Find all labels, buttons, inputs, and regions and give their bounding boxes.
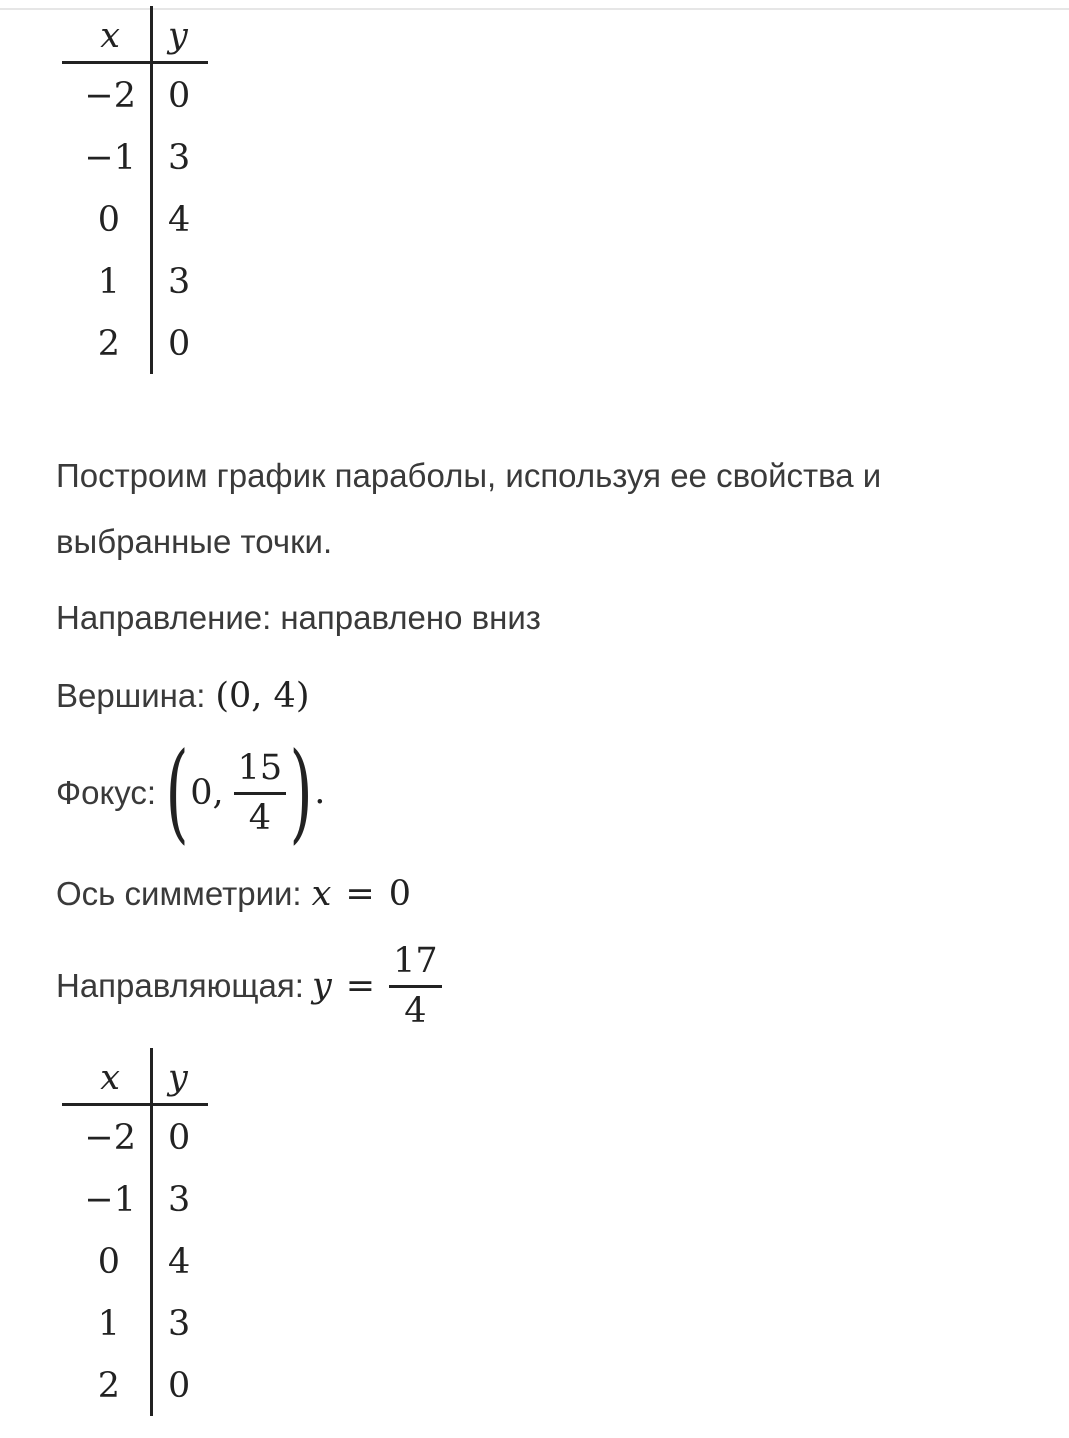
table-header-x: x	[100, 16, 120, 56]
table-cell-y: 0	[168, 76, 191, 116]
table-header-y: y	[168, 1058, 188, 1098]
directrix-numerator: 17	[393, 940, 438, 981]
table-cell-y: 3	[168, 262, 191, 302]
table-cell-y: 4	[168, 200, 191, 240]
directrix-line	[56, 936, 442, 1036]
axis-eq: =	[345, 874, 375, 914]
axis-line	[56, 872, 411, 916]
table-cell-x: 0	[97, 1242, 120, 1282]
focus-numerator: 15	[237, 747, 283, 788]
directrix-denominator: 4	[404, 990, 427, 1031]
focus-x: 0,	[190, 773, 224, 813]
directrix-var: y	[311, 966, 332, 1006]
vertex-line	[56, 674, 309, 718]
focus-denominator: 4	[248, 797, 272, 838]
axis-label: Ось симметрии:	[56, 875, 302, 912]
table-cell-y: 0	[168, 1118, 191, 1158]
directrix-eq: =	[345, 966, 376, 1006]
focus-line	[56, 730, 326, 855]
focus-label: Фокус:	[56, 774, 157, 811]
directrix-label: Направляющая:	[56, 967, 304, 1004]
table-cell-x: 2	[97, 1366, 120, 1406]
direction-line	[56, 598, 541, 638]
table-cell-y: 3	[168, 1180, 191, 1220]
table-header-x: x	[100, 1058, 120, 1098]
table-cell-y: 3	[168, 138, 191, 178]
table-cell-x: −2	[84, 76, 136, 116]
axis-var: x	[311, 874, 332, 914]
intro-line-1: Построим график параболы, используя ее свойства и	[56, 457, 882, 494]
table-cell-x: −1	[84, 1180, 136, 1220]
direction-value: направлено вниз	[280, 599, 541, 636]
table-cell-x: 2	[97, 324, 120, 364]
table-cell-x: −2	[84, 1118, 136, 1158]
focus-fraction	[234, 747, 287, 838]
value-table-bottom	[62, 1048, 208, 1416]
table-cell-y: 0	[168, 324, 191, 364]
table-cell-x: 1	[97, 262, 120, 302]
table-cell-x: −1	[84, 138, 136, 178]
value-table-top	[62, 6, 208, 374]
table-cell-x: 0	[97, 200, 120, 240]
directrix-fraction	[389, 940, 442, 1031]
table-cell-y: 0	[168, 1366, 191, 1406]
vertex-label: Вершина:	[56, 677, 206, 714]
table-header-rule	[62, 1103, 208, 1106]
intro-line-2: выбранные точки.	[56, 523, 333, 560]
table-cell-x: 1	[97, 1304, 120, 1344]
axis-value: 0	[388, 874, 411, 914]
direction-label: Направление:	[56, 599, 272, 636]
vertex-value: (0, 4)	[215, 676, 310, 716]
focus-left-paren: (	[165, 730, 189, 855]
focus-period: .	[314, 772, 326, 812]
table-header-rule	[62, 61, 208, 64]
table-cell-y: 4	[168, 1242, 191, 1282]
table-header-y: y	[168, 16, 188, 56]
focus-right-paren: )	[289, 730, 313, 855]
table-cell-y: 3	[168, 1304, 191, 1344]
